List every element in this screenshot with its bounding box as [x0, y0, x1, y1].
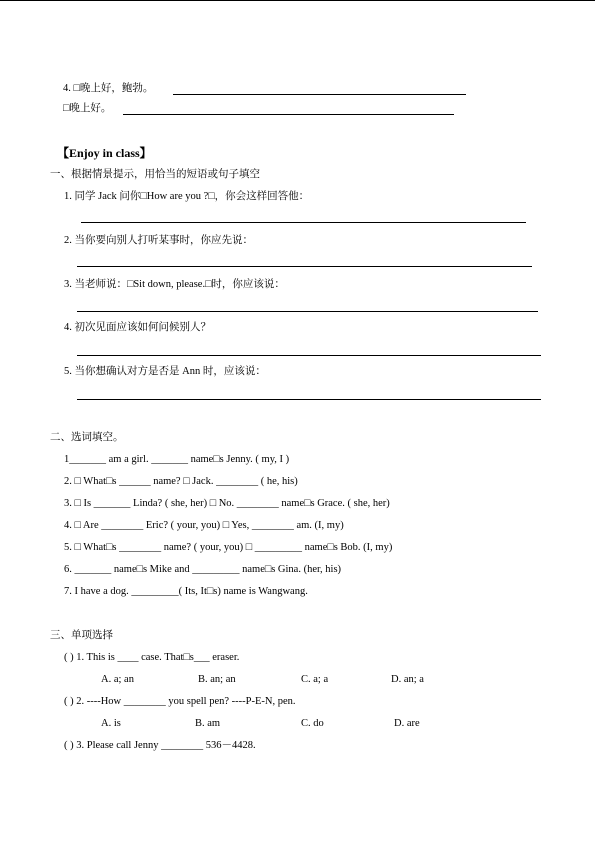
mc-q2-option-d: D. are: [394, 718, 420, 729]
answer-line[interactable]: [77, 311, 538, 312]
fill-item-7: 7. I have a dog. _________( Its, It□s) name is Wangwang.: [64, 586, 308, 597]
mc-q1-option-d: D. an; a: [391, 674, 424, 685]
situation-item-2: 2. 当你要向别人打听某事时，你应先说：: [64, 235, 253, 246]
answer-line[interactable]: [123, 114, 454, 115]
section2-title: 二、选词填空。: [50, 432, 124, 443]
page-top-rule: [0, 0, 595, 1]
mc-question-1: ( ) 1. This is ____ case. That□s___ eraser.: [64, 652, 240, 663]
fill-item-2: 2. □ What□s ______ name? □ Jack. ________ ( he, his): [64, 476, 298, 487]
fill-item-3: 3. □ Is _______ Linda? ( she, her) □ No. ________ name□s Grace. ( she, her): [64, 498, 390, 509]
top-line-4b: □晚上好。: [63, 103, 112, 114]
mc-q2-option-b: B. am: [195, 718, 221, 729]
mc-q1-option-b: B. an; an: [198, 674, 236, 685]
section-heading-enjoy: 【Enjoy in class】: [57, 146, 152, 160]
situation-item-1: 1. 同学 Jack 问你□How are you ?□，你会这样回答他：: [64, 191, 310, 202]
answer-line[interactable]: [77, 266, 532, 267]
answer-line[interactable]: [77, 355, 541, 356]
fill-item-1: 1_______ am a girl. _______ name□s Jenny. ( my, I ): [64, 454, 290, 465]
top-line-4: 4. □晚上好，鲍勃。: [63, 83, 154, 94]
fill-item-4: 4. □ Are ________ Eric? ( your, you) □ Yes, ________ am. (I, my): [64, 520, 344, 531]
answer-line[interactable]: [77, 399, 541, 400]
mc-question-2: ( ) 2. ----How ________ you spell pen? ----P-E-N, pen.: [64, 696, 296, 707]
situation-item-3: 3. 当老师说：□Sit down, please.□时，你应该说：: [64, 279, 285, 290]
answer-line[interactable]: [173, 94, 466, 95]
fill-item-5: 5. □ What□s ________ name? ( your, you) □ _________ name□s Bob. (I, my): [64, 542, 393, 553]
section3-title: 三、单项选择: [50, 630, 113, 641]
mc-q1-option-a: A. a; an: [101, 674, 134, 685]
section1-title: 一、根据情景提示，用恰当的短语或句子填空: [50, 169, 260, 180]
mc-q2-option-c: C. do: [301, 718, 324, 729]
situation-item-5: 5. 当你想确认对方是否是 Ann 时，应该说：: [64, 366, 266, 377]
fill-item-6: 6. _______ name□s Mike and _________ name□s Gina. (her, his): [64, 564, 342, 575]
mc-q1-option-c: C. a; a: [301, 674, 329, 685]
mc-q2-option-a: A. is: [101, 718, 121, 729]
mc-question-3: ( ) 3. Please call Jenny ________ 536－4428.: [64, 740, 256, 751]
answer-line[interactable]: [81, 222, 526, 223]
situation-item-4: 4. 初次见面应该如何问候别人？: [64, 322, 211, 333]
